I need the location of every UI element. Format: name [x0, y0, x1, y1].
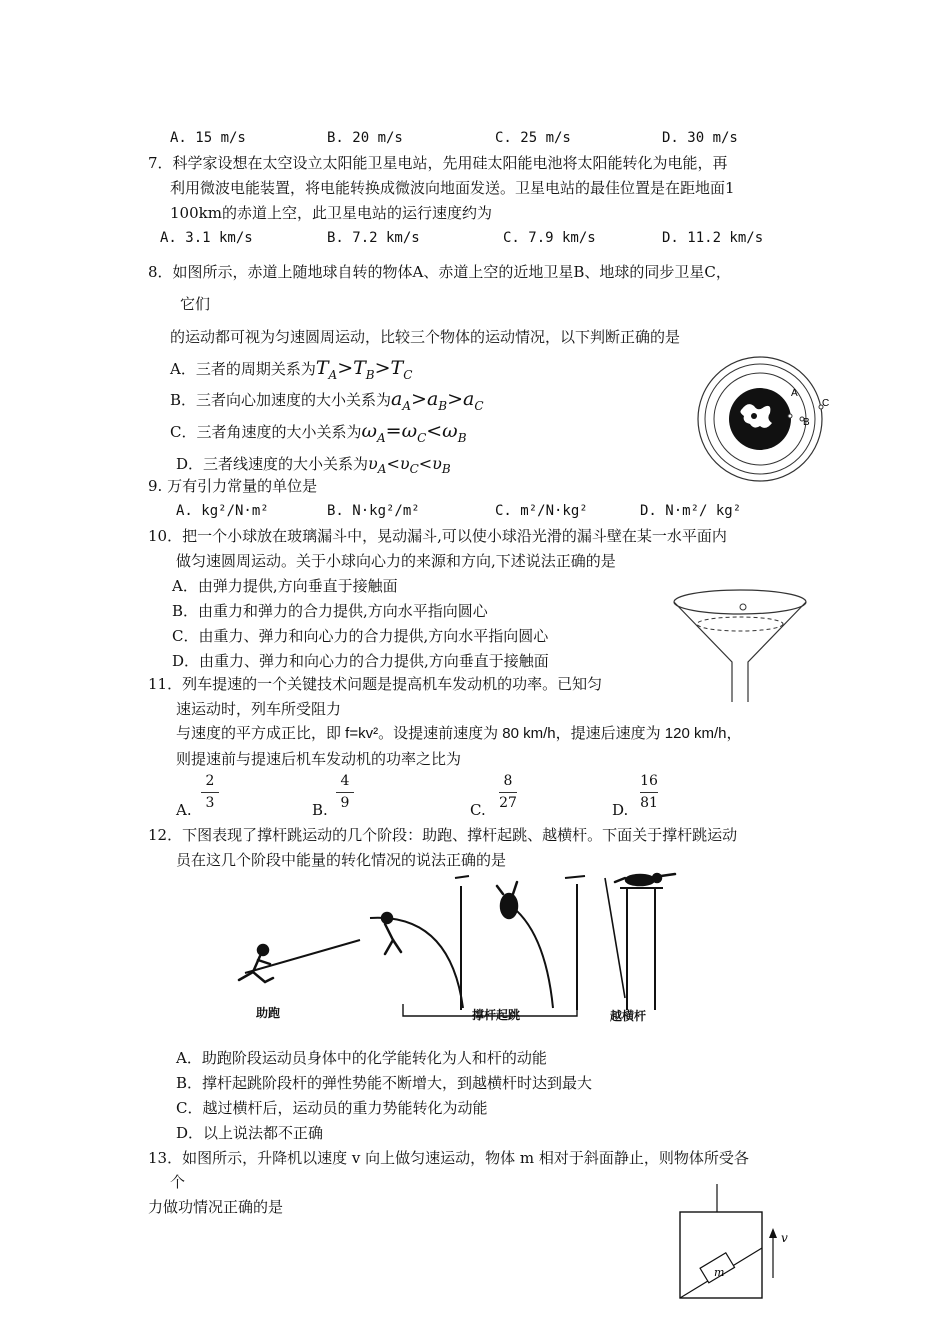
q11-option-d-label: D.	[612, 801, 629, 819]
q7-option-a: A. 3.1 km/s	[160, 230, 253, 246]
q8-stem-line-3: 的运动都可视为匀速圆周运动，比较三个物体的运动情况，以下判断正确的是	[170, 328, 681, 346]
q9-option-b: B. N·kg²/m²	[327, 503, 420, 519]
q8-option-a	[170, 358, 412, 385]
q9-option-a: A. kg²/N·m²	[176, 503, 269, 519]
q8-option-b	[170, 389, 484, 416]
q8-stem-line-1: 8．如图所示，赤道上随地球自转的物体A、赤道上空的近地卫星B、地球的同步卫星C，	[148, 263, 731, 281]
q11-option-d-numerator: 16	[640, 773, 658, 789]
q11-stem-line-4: 则提速前与提速后机车发动机的功率之比为	[176, 750, 462, 768]
ball-path	[697, 617, 783, 631]
q7-stem-line-2: 利用微波电能装置，将电能转换成微波向地面发送。卫星电站的最佳位置是在距地面1	[170, 179, 735, 197]
elevator-diagram	[675, 1180, 795, 1302]
q9-option-d: D. N·m²/ kg²	[640, 503, 742, 519]
earth-continent-spot	[751, 413, 757, 419]
label-c: C	[822, 398, 830, 409]
q12-stem-line-2: 员在这几个阶段中能量的转化情况的说法正确的是	[176, 851, 507, 869]
pole-vault-diagram	[215, 868, 685, 1028]
q8-option-d-formula: $\upsilon_A<\upsilon_C<\upsilon_B$	[368, 454, 451, 477]
q9-stem: 9. 万有引力常量的单位是	[148, 477, 318, 495]
q10-option-a: A．由弹力提供,方向垂直于接触面	[172, 577, 398, 595]
q8-option-d-text: D．三者线速度的大小关系为	[176, 455, 369, 473]
q8-option-b-text: B．三者向心加速度的大小关系为	[170, 391, 392, 409]
q11-option-b-numerator: 4	[340, 773, 350, 789]
bent-pole-1	[370, 918, 463, 1008]
vaulter-inverted-icon	[497, 882, 517, 918]
q9-option-c: C. m²/N·kg²	[495, 503, 588, 519]
released-pole	[605, 878, 625, 998]
q11-option-d-denominator: 81	[640, 795, 658, 811]
runner-icon	[239, 945, 273, 982]
q8-option-a-formula: $T_A>T_B>T_C$	[315, 357, 413, 382]
q10-option-c: C．由重力、弹力和向心力的合力提供,方向水平指向圆心	[172, 627, 549, 645]
q10-stem-line-1: 10．把一个小球放在玻璃漏斗中，晃动漏斗,可以使小球沿光滑的漏斗壁在某一水平面内	[148, 527, 727, 545]
q8-option-c-text: C．三者角速度的大小关系为	[170, 423, 362, 441]
object-a-dot	[788, 414, 792, 418]
q6-option-d: D. 30 m/s	[662, 130, 738, 146]
q7-option-c: C. 7.9 km/s	[503, 230, 596, 246]
funnel-diagram	[668, 580, 818, 705]
q11-option-c-fraction	[497, 773, 519, 812]
q8-option-a-text: A．三者的周期关系为	[170, 360, 316, 378]
q10-option-d: D．由重力、弹力和向心力的合力提供,方向垂直于接触面	[172, 652, 549, 670]
q10-option-b: B．由重力和弹力的合力提供,方向水平指向圆心	[172, 602, 488, 620]
label-takeoff: 撑杆起跳	[472, 1008, 521, 1022]
q6-option-c: C. 25 m/s	[495, 130, 571, 146]
q11-stem-line-3: 与速度的平方成正比，即 f=kv²。设提速前速度为 80 km/h，提速后速度为 120 km/h，	[176, 725, 742, 742]
q8-option-c-formula: $\omega_A=\omega_C<\omega_B$	[361, 420, 467, 445]
q12-option-d: D．以上说法都不正确	[176, 1124, 324, 1142]
ball-icon	[740, 604, 746, 610]
q11-option-b-label: B.	[312, 801, 328, 819]
q13-stem-line-2: 个	[170, 1173, 186, 1191]
label-m: m	[714, 1266, 725, 1279]
q12-option-a: A．助跑阶段运动员身体中的化学能转化为人和杆的动能	[176, 1049, 547, 1067]
label-v: v	[781, 1231, 788, 1245]
q6-option-a: A. 15 m/s	[170, 130, 246, 146]
label-runup: 助跑	[256, 1006, 281, 1020]
q11-stem-line-2: 速运动时，列车所受阻力	[176, 700, 342, 718]
orbit-diagram	[690, 354, 830, 484]
q12-option-b: B．撑杆起跳阶段杆的弹性势能不断增大，到越横杆时达到最大	[176, 1074, 593, 1092]
q7-option-b: B. 7.2 km/s	[327, 230, 420, 246]
q12-stem-line-1: 12．下图表现了撑杆跳运动的几个阶段：助跑、撑杆起跳、越横杆。下面关于撑杆跳运动	[148, 826, 738, 844]
funnel-rim	[674, 590, 806, 614]
label-b: B	[803, 417, 810, 428]
q11-option-a-denominator: 3	[205, 795, 215, 811]
q7-stem-line-1: 7．科学家设想在太空设立太阳能卫星电站，先用硅太阳能电池将太阳能转化为电能，再	[148, 154, 728, 172]
q11-option-b-denominator: 9	[340, 795, 350, 811]
q11-option-a-fraction	[199, 773, 221, 812]
q10-stem-line-2: 做匀速圆周运动。关于小球向心力的来源和方向,下述说法正确的是	[176, 552, 616, 570]
label-a: A	[791, 388, 798, 399]
q8-option-b-formula: $a_A>a_B>a_C$	[391, 388, 484, 413]
q8-stem-line-2: 它们	[180, 295, 211, 313]
q7-option-d: D. 11.2 km/s	[662, 230, 764, 246]
bent-pole-2	[507, 903, 553, 1008]
q6-option-b: B. 20 m/s	[327, 130, 403, 146]
q11-option-b-fraction	[334, 773, 356, 812]
q13-stem-line-1: 13．如图所示，升降机以速度 v 向上做匀速运动，物体 m 相对于斜面静止，则物体所受各	[148, 1149, 749, 1167]
q11-option-a-label: A.	[176, 801, 192, 819]
vaulter-clearing-icon	[615, 874, 675, 885]
crossbar-1	[455, 876, 469, 878]
crossbar-2	[565, 876, 585, 878]
q8-option-c	[170, 421, 467, 448]
q11-option-c-numerator: 8	[503, 773, 513, 789]
q7-stem-line-3: 100km的赤道上空，此卫星电站的运行速度约为	[170, 204, 492, 222]
q11-option-d-fraction	[638, 773, 660, 812]
q11-option-c-label: C.	[470, 801, 486, 819]
label-clearance: 越横杆	[610, 1009, 647, 1023]
q13-stem-line-3: 力做功情况正确的是	[148, 1198, 284, 1216]
q11-option-a-numerator: 2	[205, 773, 215, 789]
q11-stem-line-1: 11．列车提速的一个关键技术问题是提高机车发动机的功率。已知匀	[148, 675, 603, 693]
q12-option-c: C．越过横杆后，运动员的重力势能转化为动能	[176, 1099, 488, 1117]
velocity-arrowhead-icon	[769, 1228, 777, 1238]
q11-option-c-denominator: 27	[499, 795, 517, 811]
